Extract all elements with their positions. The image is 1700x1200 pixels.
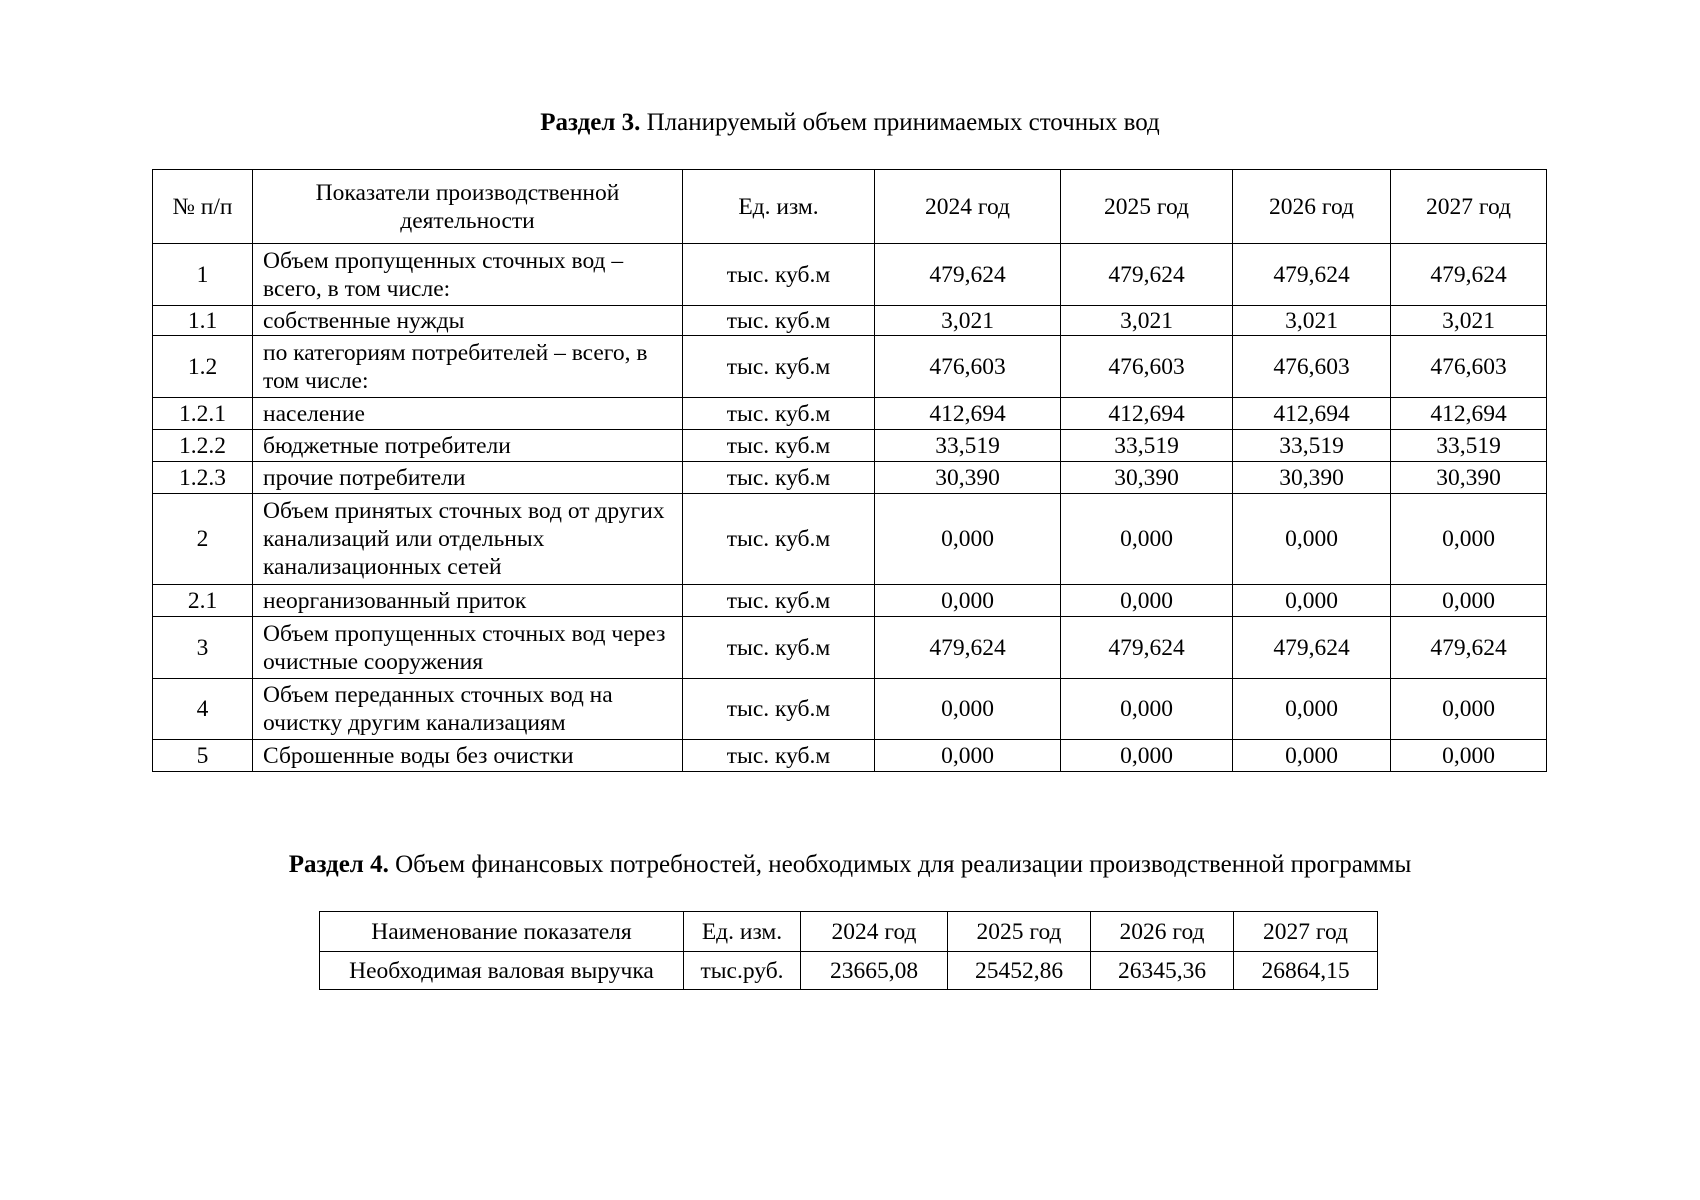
value-2024: 3,021: [875, 306, 1061, 336]
table-row: [153, 462, 1547, 494]
row-unit: тыс. куб.м: [683, 585, 875, 617]
value-2024: 0,000: [875, 585, 1061, 617]
value-2025: 0,000: [1061, 679, 1233, 740]
row-indicator: Объем пропущенных сточных вод – всего, в том числе:: [253, 244, 683, 306]
value-2025: 0,000: [1061, 740, 1233, 772]
value-2025: 0,000: [1061, 494, 1233, 585]
col-header-2025: 2025 год: [1061, 170, 1233, 244]
table-row: [153, 430, 1547, 462]
table-row: [153, 617, 1547, 679]
col-header-unit: Ед. изм.: [683, 170, 875, 244]
row-unit: тыс. куб.м: [683, 398, 875, 430]
value-2026: 479,624: [1233, 244, 1391, 306]
table-row: [153, 398, 1547, 430]
value-2025: 476,603: [1061, 336, 1233, 398]
value-2026: 476,603: [1233, 336, 1391, 398]
row-num: 5: [153, 740, 253, 772]
value-2027: 479,624: [1391, 244, 1547, 306]
section-3-heading: Планируемый объем принимаемых сточных вод: [646, 109, 1160, 136]
row-num: 1.2.1: [153, 398, 253, 430]
financial-needs-table: [319, 911, 1378, 990]
col-header-2025: 2025 год: [948, 912, 1091, 952]
table-row: [320, 952, 1378, 990]
row-unit: тыс. куб.м: [683, 306, 875, 336]
value-2025: 479,624: [1061, 617, 1233, 679]
col-header-unit: Ед. изм.: [684, 912, 801, 952]
value-2027: 0,000: [1391, 679, 1547, 740]
value-2024: 412,694: [875, 398, 1061, 430]
table-header-row: [320, 912, 1378, 952]
col-header-indicator-name: Наименование показателя: [320, 912, 684, 952]
value-2026: 479,624: [1233, 617, 1391, 679]
col-header-2026: 2026 год: [1091, 912, 1234, 952]
value-2025: 479,624: [1061, 244, 1233, 306]
row-num: 3: [153, 617, 253, 679]
row-indicator: по категориям потребителей – всего, в том числе:: [253, 336, 683, 398]
value-2027: 479,624: [1391, 617, 1547, 679]
value-2027: 3,021: [1391, 306, 1547, 336]
row-unit: тыс. куб.м: [683, 430, 875, 462]
section-3-title: [0, 108, 1700, 138]
value-2024: 30,390: [875, 462, 1061, 494]
value-2024: 0,000: [875, 740, 1061, 772]
value-2024: 479,624: [875, 617, 1061, 679]
row-unit: тыс. куб.м: [683, 244, 875, 306]
col-header-2024: 2024 год: [801, 912, 948, 952]
section-4-heading: Объем финансовых потребностей, необходимых для реализации производственной программы: [395, 851, 1412, 878]
value-2025: 412,694: [1061, 398, 1233, 430]
value-2024: 0,000: [875, 494, 1061, 585]
value-2025: 33,519: [1061, 430, 1233, 462]
value-2026: 0,000: [1233, 585, 1391, 617]
value-2026: 3,021: [1233, 306, 1391, 336]
col-header-num: № п/п: [153, 170, 253, 244]
value-2024: 479,624: [875, 244, 1061, 306]
value-2024: 476,603: [875, 336, 1061, 398]
col-header-2027: 2027 год: [1391, 170, 1547, 244]
table-row: [153, 585, 1547, 617]
value-2025: 0,000: [1061, 585, 1233, 617]
row-indicator: Объем пропущенных сточных вод через очистные сооружения: [253, 617, 683, 679]
value-2027: 30,390: [1391, 462, 1547, 494]
value-2024: 33,519: [875, 430, 1061, 462]
value-2026: 30,390: [1233, 462, 1391, 494]
row-indicator: население: [253, 398, 683, 430]
col-header-2027: 2027 год: [1234, 912, 1378, 952]
section-3-label: Раздел 3.: [540, 109, 641, 136]
row-unit: тыс. куб.м: [683, 336, 875, 398]
table-row: [153, 306, 1547, 336]
row-unit: тыс. куб.м: [683, 494, 875, 585]
col-header-indicator: Показатели производственной деятельности: [253, 170, 683, 244]
row-unit: тыс. куб.м: [683, 740, 875, 772]
table-row: [153, 740, 1547, 772]
row-indicator: Необходимая валовая выручка: [320, 952, 684, 990]
row-indicator: прочие потребители: [253, 462, 683, 494]
value-2025: 30,390: [1061, 462, 1233, 494]
row-num: 1.2.3: [153, 462, 253, 494]
row-num: 4: [153, 679, 253, 740]
value-2027: 0,000: [1391, 585, 1547, 617]
table-row: [153, 244, 1547, 306]
value-2026: 0,000: [1233, 740, 1391, 772]
value-2026: 0,000: [1233, 494, 1391, 585]
wastewater-volume-table: [152, 169, 1547, 772]
row-num: 1.2: [153, 336, 253, 398]
value-2024: 0,000: [875, 679, 1061, 740]
row-num: 2.1: [153, 585, 253, 617]
table-header-row: [153, 170, 1547, 244]
row-indicator: бюджетные потребители: [253, 430, 683, 462]
row-indicator: Сброшенные воды без очистки: [253, 740, 683, 772]
value-2027: 0,000: [1391, 740, 1547, 772]
row-num: 1.2.2: [153, 430, 253, 462]
value-2027: 412,694: [1391, 398, 1547, 430]
value-2026: 26345,36: [1091, 952, 1234, 990]
value-2026: 0,000: [1233, 679, 1391, 740]
row-unit: тыс. куб.м: [683, 617, 875, 679]
row-indicator: неорганизованный приток: [253, 585, 683, 617]
section-4-label: Раздел 4.: [288, 851, 389, 878]
table-row: [153, 336, 1547, 398]
row-num: 2: [153, 494, 253, 585]
row-indicator: собственные нужды: [253, 306, 683, 336]
row-indicator: Объем переданных сточных вод на очистку другим канализациям: [253, 679, 683, 740]
col-header-2026: 2026 год: [1233, 170, 1391, 244]
value-2026: 33,519: [1233, 430, 1391, 462]
row-num: 1.1: [153, 306, 253, 336]
value-2027: 26864,15: [1234, 952, 1378, 990]
table-row: [153, 679, 1547, 740]
value-2027: 33,519: [1391, 430, 1547, 462]
section-4-title: [0, 850, 1700, 880]
value-2026: 412,694: [1233, 398, 1391, 430]
row-num: 1: [153, 244, 253, 306]
value-2024: 23665,08: [801, 952, 948, 990]
row-unit: тыс. куб.м: [683, 462, 875, 494]
row-unit: тыс.руб.: [684, 952, 801, 990]
value-2025: 25452,86: [948, 952, 1091, 990]
col-header-2024: 2024 год: [875, 170, 1061, 244]
value-2027: 0,000: [1391, 494, 1547, 585]
value-2025: 3,021: [1061, 306, 1233, 336]
row-unit: тыс. куб.м: [683, 679, 875, 740]
table-row: [153, 494, 1547, 585]
row-indicator: Объем принятых сточных вод от других канализаций или отдельных канализационных сетей: [253, 494, 683, 585]
value-2027: 476,603: [1391, 336, 1547, 398]
